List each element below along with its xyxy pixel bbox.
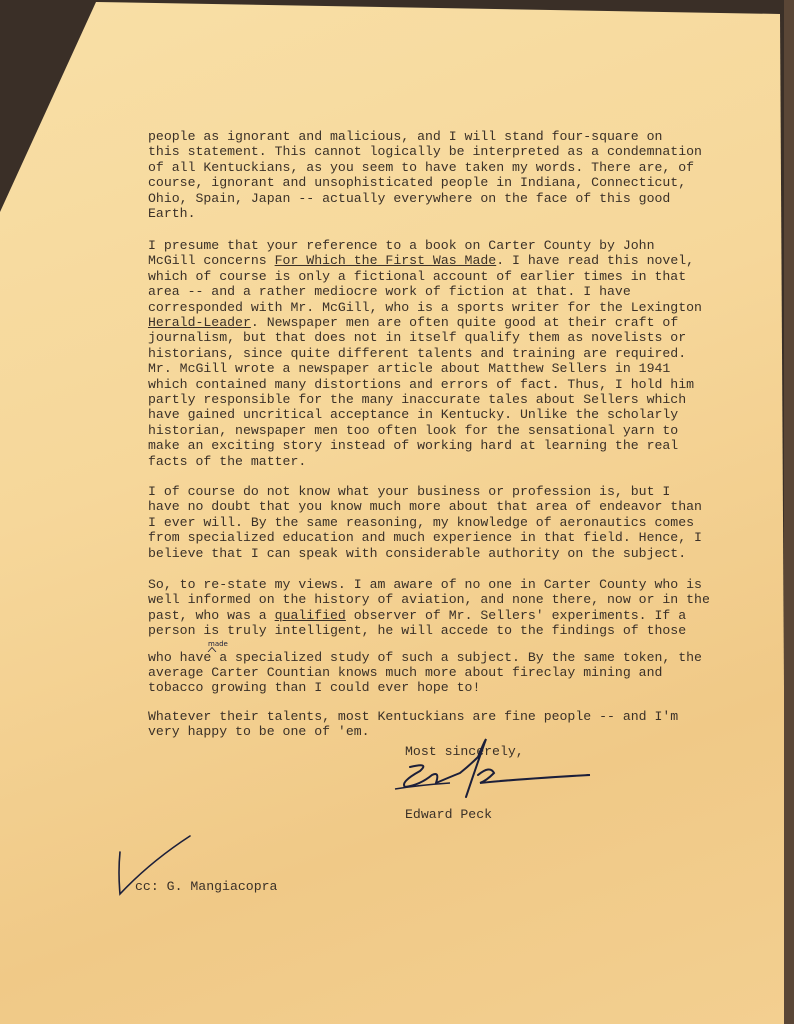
paragraph-3: [148, 484, 702, 561]
text-segment: average Carter Countian knows much more about fireclay mining and: [148, 665, 663, 681]
text-line: [148, 499, 702, 514]
underlined-text: Herald-Leader: [148, 315, 251, 331]
paragraph-5: [148, 709, 678, 740]
text-line: [148, 623, 710, 638]
text-segment: have no doubt that you know much more about that area of endeavor than: [148, 499, 702, 515]
cc-line: cc: G. Mangiacopra: [135, 879, 278, 894]
text-line: [148, 206, 702, 221]
text-line: [148, 300, 702, 315]
text-line: [148, 577, 710, 592]
text-line: [148, 665, 710, 680]
paragraph-1: [148, 129, 702, 221]
text-line: [148, 175, 702, 190]
text-segment: which of course is only a fictional account of earlier times in that: [148, 268, 687, 284]
text-line: [148, 160, 702, 175]
handwritten-insertion: [204, 638, 238, 652]
text-segment: observer of Mr. Sellers' experiments. If a: [345, 607, 687, 623]
text-line: [148, 709, 678, 724]
text-segment: which contained many distortions and errors of fact. Thus, I hold him: [148, 376, 695, 392]
text-segment: Earth.: [148, 206, 196, 222]
text-segment: of all Kentuckians, as you seem to have taken my words. There are, of: [148, 159, 695, 175]
closing: Most sincerely,: [405, 744, 524, 759]
text-segment: area -- and a rather mediocre work of fiction at that. I have: [148, 284, 631, 300]
text-line: [148, 361, 702, 376]
text-line: [148, 191, 702, 206]
text-segment: make an exciting story instead of working hard at learning the real: [148, 438, 679, 454]
text-segment: well informed on the history of aviation, and none there, now or in the: [148, 592, 710, 608]
text-segment: have gained uncritical acceptance in Kentucky. Unlike the scholarly: [148, 407, 679, 423]
text-segment: facts of the matter.: [148, 453, 307, 469]
text-segment: . Newspaper men are often quite good at their craft of: [250, 315, 679, 331]
text-segment: tobacco growing than I could ever hope to!: [148, 680, 481, 696]
text-segment: Mr. McGill wrote a newspaper article about Matthew Sellers in 1941: [148, 361, 671, 377]
text-line: [148, 438, 702, 453]
text-segment: I ever will. By the same reasoning, my knowledge of aeronautics comes: [148, 514, 695, 530]
text-line: [148, 608, 710, 623]
paragraph-4: [148, 577, 710, 696]
text-line: [148, 454, 702, 469]
text-segment: Ohio, Spain, Japan -- actually everywhere on the face of this good: [148, 190, 671, 206]
text-line: [148, 269, 702, 284]
text-segment: past, who was a: [148, 607, 275, 623]
underlined-text: For Which the First Was Made: [274, 253, 497, 269]
text-line: [148, 530, 702, 545]
text-line: [148, 315, 702, 330]
underlined-text: qualified: [274, 607, 346, 623]
text-segment: this statement. This cannot logically be interpreted as a condemnation: [148, 144, 702, 160]
text-line: [148, 423, 702, 438]
text-line: [148, 392, 702, 407]
text-line: [148, 346, 702, 361]
text-line: [148, 330, 702, 345]
text-segment: course, ignorant and unsophisticated people in Indiana, Connecticut,: [148, 175, 687, 191]
text-segment: I presume that your reference to a book on Carter County by John: [148, 238, 655, 253]
text-segment: partly responsible for the many inaccurate tales about Sellers which: [148, 392, 687, 408]
background-edge: [784, 0, 794, 1024]
text-segment: So, to re-state my views. I am aware of no one in Carter County who is: [148, 577, 702, 592]
text-line: [148, 680, 710, 695]
signature: [390, 737, 610, 807]
text-segment: corresponded with Mr. McGill, who is a sports writer for the Lexington: [148, 299, 702, 315]
text-line: [148, 484, 702, 499]
text-segment: who have a specialized study of such a subject. By the same token, the: [148, 649, 702, 665]
text-segment: historians, since quite different talents and training are required.: [148, 345, 687, 361]
text-segment: McGill concerns: [148, 253, 275, 269]
paragraph-2: [148, 238, 702, 469]
text-line: [148, 377, 702, 392]
text-line: [148, 144, 702, 159]
text-line: [148, 284, 702, 299]
text-line: [148, 129, 702, 144]
text-line: [148, 253, 702, 268]
text-line: [148, 238, 702, 253]
signer-name: Edward Peck: [405, 807, 493, 822]
text-segment: very happy to be one of 'em.: [148, 724, 370, 740]
text-line: [148, 515, 702, 530]
text-segment: . I have read this novel,: [496, 253, 695, 269]
text-segment: people as ignorant and malicious, and I will stand four-square on: [148, 129, 663, 144]
text-line: [148, 407, 702, 422]
text-segment: historian, newspaper men too often look for the sensational yarn to: [148, 422, 679, 438]
text-segment: believe that I can speak with considerable authority on the subject.: [148, 545, 687, 561]
text-segment: journalism, but that does not in itself qualify them as novelists or: [148, 330, 687, 346]
text-segment: Whatever their talents, most Kentuckians are fine people -- and I'm: [148, 709, 679, 724]
text-line: [148, 592, 710, 607]
text-segment: person is truly intelligent, he will accede to the findings of those: [148, 623, 687, 639]
text-segment: from specialized education and much experience in that field. Hence, I: [148, 530, 702, 546]
insertion-text: made: [208, 640, 228, 648]
text-line: [148, 546, 702, 561]
text-segment: I of course do not know what your business or profession is, but I: [148, 484, 671, 499]
